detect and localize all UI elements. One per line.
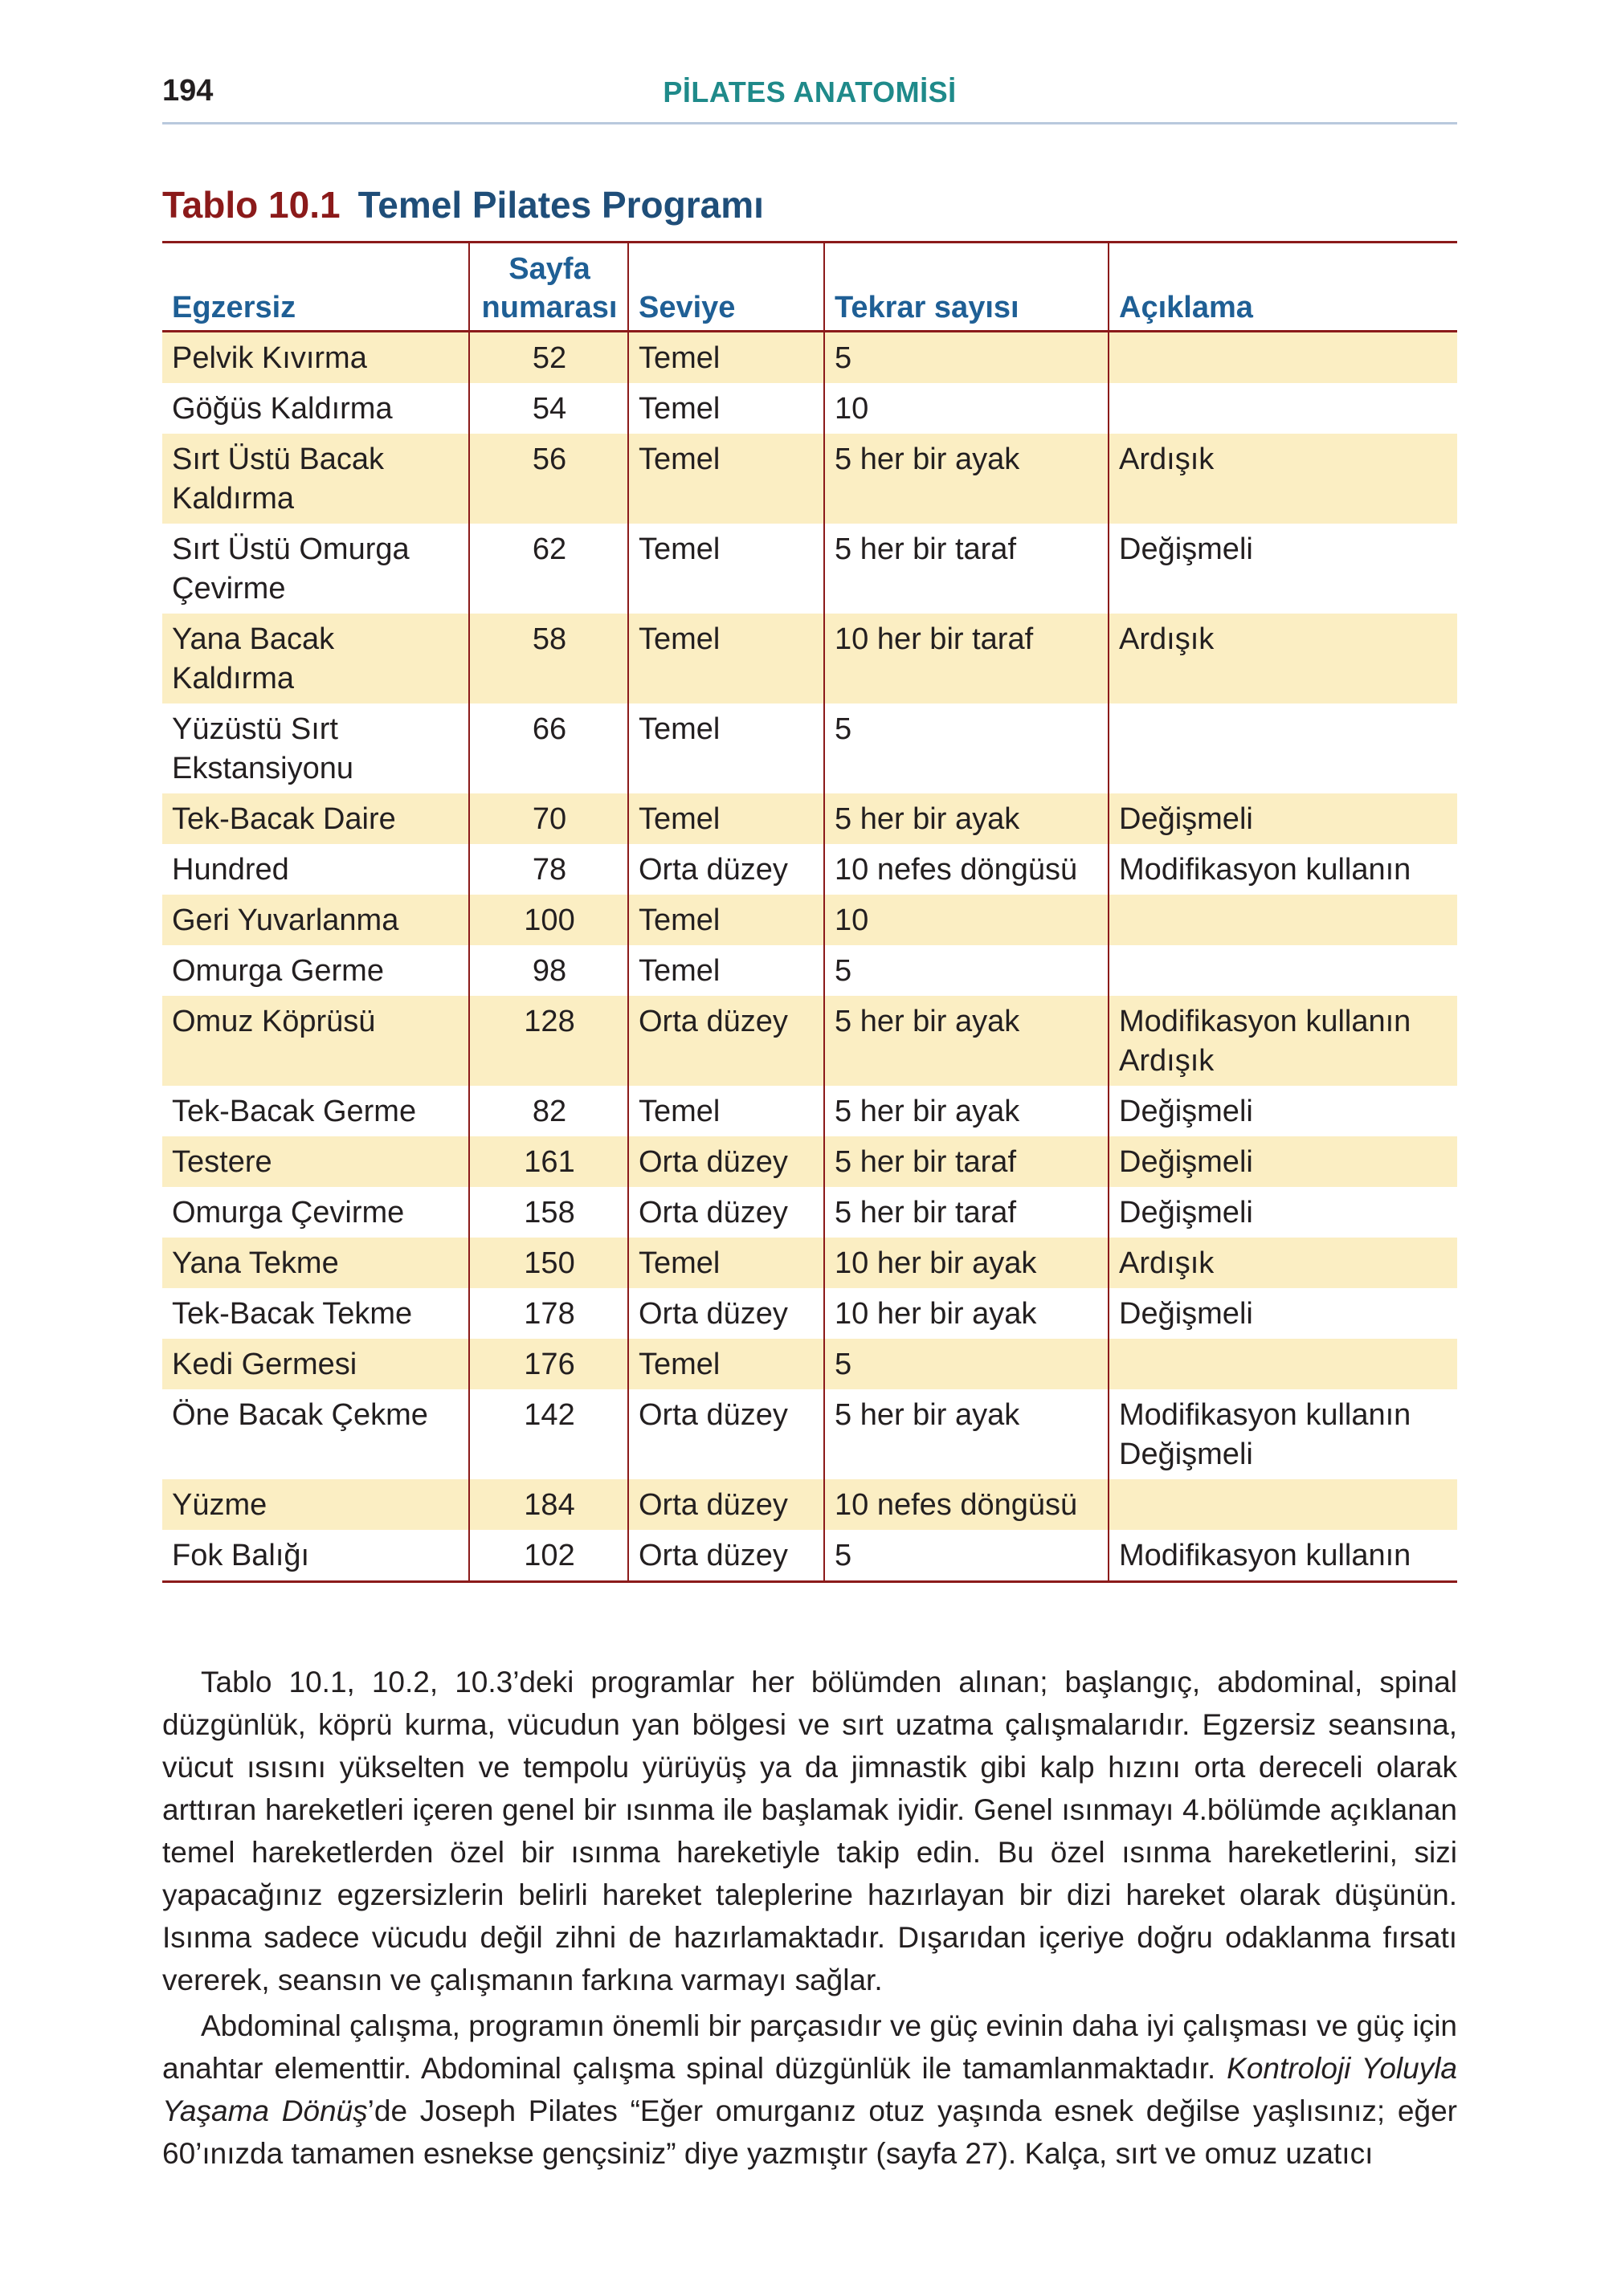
cell-note: [1109, 945, 1457, 996]
cell-note: Modifikasyon kullanın Değişmeli: [1109, 1389, 1457, 1479]
cell-note: Değişmeli: [1109, 1136, 1457, 1187]
cell-page-number: 158: [469, 1187, 628, 1238]
table-row: [162, 895, 1457, 945]
cell-page-number: 184: [469, 1479, 628, 1530]
cell-reps: 10: [824, 895, 1109, 945]
cell-note: Değişmeli: [1109, 1288, 1457, 1339]
table-row: [162, 1479, 1457, 1530]
table-row: [162, 1136, 1457, 1187]
cell-level: Orta düzey: [628, 1187, 824, 1238]
cell-exercise: Kedi Germesi: [162, 1339, 469, 1389]
cell-note: Değişmeli: [1109, 1187, 1457, 1238]
table-header-row: [162, 243, 1457, 332]
cell-level: Temel: [628, 895, 824, 945]
cell-exercise: Öne Bacak Çekme: [172, 1398, 428, 1432]
cell-level: Temel: [628, 793, 824, 844]
cell-exercise: Göğüs Kaldırma: [172, 392, 393, 426]
table-row: [162, 1389, 1457, 1479]
table-row: [162, 945, 1457, 996]
cell-page-number: 70: [469, 793, 628, 844]
table-row: [162, 1339, 1457, 1389]
table-row: [162, 332, 1457, 384]
paragraph-2-end: ’de Joseph Pilates “Eğer omurganız otuz yaşında esnek değilse yaşlısınız; eğer 60’ınızda tamamen esnekse gençsiniz” diye yazmıştır (sayfa 27). Kalça, sırt ve omuz uzatıcı: [162, 2094, 1457, 2170]
cell-reps: 10 nefes döngüsü: [824, 844, 1109, 895]
cell-level: Temel: [628, 1086, 824, 1136]
paragraph-1: Tablo 10.1, 10.2, 10.3’deki programlar her bölümden alınan; başlangıç, abdominal, spinal düzgünlük, köprü kurma, vücudun yan bölgesi ve sırt uzatma çalışmalarıdır. Egzersiz seansına, vücut ısısını yükselten ve tempolu yürüyüş ya da jimnastik gibi kalp hızını orta dereceli olarak arttıran hareketleri içeren genel bir ısınma ile başlamak iyidir. Genel ısınmayı 4.bölümde açıklanan temel hareketlerden özel bir ısınma hareketiyle takip edin. Bu özel ısınma hareketlerini, sizi yapacağınız egzersizlerin belirli hareket taleplerine hazırlayan bir dizi hareket olarak düşünün. Isınma sadece vücudu değil zihni de hazırlamaktadır. Dışarıdan içeriye doğru odaklanma fırsatı vererek, seansın ve çalışmanın farkına varmayı sağlar.: [162, 1666, 1457, 1996]
cell-level: Temel: [628, 945, 824, 996]
cell-exercise: Omurga Germe: [172, 954, 384, 988]
cell-page-number: 52: [469, 332, 628, 384]
cell-level: Orta düzey: [628, 996, 824, 1086]
table-row: [162, 996, 1457, 1086]
table-row: [162, 703, 1457, 793]
cell-note: Modifikasyon kullanın: [1109, 1530, 1457, 1582]
cell-page-number: 142: [469, 1389, 628, 1479]
cell-note: [1109, 1339, 1457, 1389]
cell-note: Modifikasyon kullanın Ardışık: [1109, 996, 1457, 1086]
paragraph-2-start: Abdominal çalışma, programın önemli bir parçasıdır ve güç evinin daha iyi çalışması ve güç için anahtar elementtir. Abdominal çalışma spinal düzgünlük ile tamamlanmaktadır.: [162, 2009, 1457, 2085]
header-page-number: [469, 243, 628, 332]
cell-reps: 5: [824, 945, 1109, 996]
table-row: [162, 1238, 1457, 1288]
cell-exercise: Fok Balığı: [162, 1530, 469, 1582]
cell-page-number: 178: [469, 1288, 628, 1339]
table-row: [162, 383, 1457, 434]
cell-note: [1109, 1479, 1457, 1530]
table-row: [162, 614, 1457, 703]
table-row: [162, 793, 1457, 844]
cell-exercise: Yana Bacak Kaldırma: [162, 614, 469, 703]
cell-reps: 10 nefes döngüsü: [824, 1479, 1109, 1530]
cell-note: Ardışık: [1109, 434, 1457, 524]
page-header: [162, 74, 1457, 124]
cell-reps: 5 her bir taraf: [824, 524, 1109, 614]
cell-page-number: 98: [469, 945, 628, 996]
header-page-line2: numarası: [481, 291, 618, 324]
cell-page-number: 150: [469, 1238, 628, 1288]
cell-exercise: Tek-Bacak Germe: [172, 1095, 417, 1128]
cell-exercise: Yüzme: [162, 1479, 469, 1530]
cell-page-number: 176: [469, 1339, 628, 1389]
cell-level: Orta düzey: [628, 1530, 824, 1582]
cell-exercise: Yüzüstü Sırt Ekstansiyonu: [172, 712, 354, 785]
cell-exercise: Sırt Üstü Bacak Kaldırma: [162, 434, 469, 524]
cell-level: Orta düzey: [628, 844, 824, 895]
cell-note: [1109, 895, 1457, 945]
header-level: Seviye: [628, 243, 824, 332]
cell-reps: 5: [824, 703, 1109, 793]
cell-level: Temel: [628, 703, 824, 793]
cell-level: Temel: [628, 383, 824, 434]
cell-reps: 5: [824, 332, 1109, 384]
cell-level: Temel: [628, 1238, 824, 1288]
cell-level: Orta düzey: [628, 1288, 824, 1339]
cell-reps: 10 her bir taraf: [824, 614, 1109, 703]
cell-reps: 5 her bir ayak: [824, 996, 1109, 1086]
cell-level: Temel: [628, 524, 824, 614]
cell-exercise: Omuz Köprüsü: [162, 996, 469, 1086]
cell-page-number: 78: [469, 844, 628, 895]
table-caption: [162, 183, 764, 226]
cell-note: Ardışık: [1109, 614, 1457, 703]
cell-exercise: Sırt Üstü Omurga Çevirme: [172, 532, 410, 606]
cell-page-number: 54: [469, 383, 628, 434]
cell-level: Orta düzey: [628, 1479, 824, 1530]
page-number: 194: [162, 74, 214, 108]
table-row: [162, 844, 1457, 895]
cell-note: [1109, 332, 1457, 384]
cell-exercise: Tek-Bacak Tekme: [172, 1297, 413, 1331]
cell-level: Temel: [628, 614, 824, 703]
table-header: [162, 243, 1457, 332]
cell-level: Temel: [628, 434, 824, 524]
cell-page-number: 102: [469, 1530, 628, 1582]
cell-note: Değişmeli: [1109, 524, 1457, 614]
cell-reps: 5: [824, 1530, 1109, 1582]
cell-reps: 5 her bir ayak: [824, 793, 1109, 844]
cell-note: [1109, 383, 1457, 434]
cell-level: Orta düzey: [628, 1136, 824, 1187]
cell-reps: 10 her bir ayak: [824, 1238, 1109, 1288]
cell-reps: 5: [824, 1339, 1109, 1389]
cell-page-number: 128: [469, 996, 628, 1086]
cell-exercise: Geri Yuvarlanma: [162, 895, 469, 945]
book-title: Kontroloji Yoluyla Yaşama Dönüş: [162, 2052, 1457, 2127]
table-caption-title: Temel Pilates Programı: [357, 184, 764, 226]
table-row: [162, 524, 1457, 614]
table-caption-label: Tablo 10.1: [162, 184, 341, 226]
table-row: [162, 434, 1457, 524]
cell-reps: 10 her bir ayak: [824, 1288, 1109, 1339]
cell-note: Değişmeli: [1109, 793, 1457, 844]
cell-note: [1109, 703, 1457, 793]
table-row: [162, 1086, 1457, 1136]
cell-reps: 10: [824, 383, 1109, 434]
cell-level: Orta düzey: [628, 1389, 824, 1479]
table-body: [162, 332, 1457, 1582]
header-reps: Tekrar sayısı: [824, 243, 1109, 332]
cell-reps: 5 her bir ayak: [824, 1389, 1109, 1479]
cell-note: Ardışık: [1109, 1238, 1457, 1288]
running-title: PİLATES ANATOMİSİ: [663, 75, 957, 108]
cell-reps: 5 her bir ayak: [824, 434, 1109, 524]
cell-exercise: Hundred: [172, 853, 289, 887]
cell-level: Temel: [628, 332, 824, 384]
cell-exercise: Pelvik Kıvırma: [162, 332, 469, 384]
cell-reps: 5 her bir taraf: [824, 1187, 1109, 1238]
cell-page-number: 58: [469, 614, 628, 703]
cell-level: Temel: [628, 1339, 824, 1389]
cell-page-number: 56: [469, 434, 628, 524]
cell-page-number: 100: [469, 895, 628, 945]
header-note: Açıklama: [1109, 243, 1457, 332]
cell-page-number: 66: [469, 703, 628, 793]
table-row: [162, 1530, 1457, 1582]
cell-exercise: Yana Tekme: [162, 1238, 469, 1288]
table-row: [162, 1288, 1457, 1339]
body-text: [162, 1661, 1457, 2178]
cell-exercise: Omurga Çevirme: [172, 1196, 405, 1230]
cell-note: Modifikasyon kullanın: [1109, 844, 1457, 895]
cell-reps: 5 her bir taraf: [824, 1136, 1109, 1187]
header-page-line1: Sayfa: [508, 252, 590, 286]
header-exercise: Egzersiz: [162, 243, 469, 332]
cell-exercise: Testere: [162, 1136, 469, 1187]
cell-exercise: Tek-Bacak Daire: [162, 793, 469, 844]
cell-page-number: 82: [469, 1086, 628, 1136]
cell-reps: 5 her bir ayak: [824, 1086, 1109, 1136]
cell-note: Değişmeli: [1109, 1086, 1457, 1136]
cell-page-number: 62: [469, 524, 628, 614]
paragraph-2: [162, 2004, 1457, 2175]
table-row: [162, 1187, 1457, 1238]
cell-page-number: 161: [469, 1136, 628, 1187]
program-table: [162, 241, 1457, 1583]
